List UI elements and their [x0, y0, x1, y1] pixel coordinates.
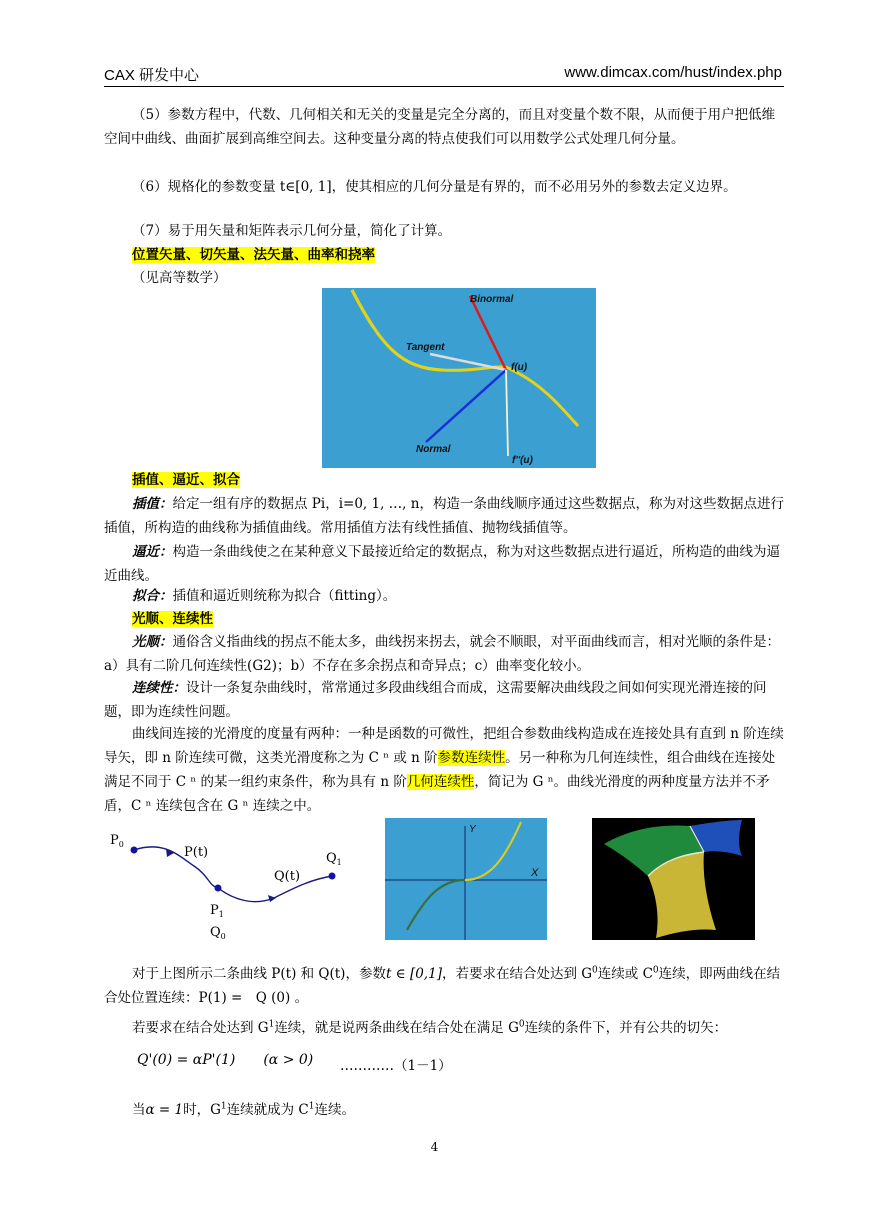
label-fpp: f''(u) [512, 455, 533, 466]
section-title-smooth: 光顺、连续性 [132, 611, 213, 627]
section-title-vectors: 位置矢量、切矢量、法矢量、曲率和挠率 [132, 247, 375, 263]
joined-curves-figure [104, 818, 364, 948]
paragraph-g1: 若要求在结合处达到 $G^1$连续，就是说两条曲线在结合处在满足 $G^0$连续的条件下，并有公共的切矢： [132, 1019, 728, 1036]
paragraph-last: 当α = 1时，$G^1$连续就成为 $C^1$连续。 [132, 1101, 355, 1118]
paragraph-g0: 对于上图所示二条曲线 P(t) 和 Q(t)，参数t ∈ [0,1]，若要求在结合处达到 $G^0$连续或 $C^0$连续，即两曲线在结合处位置连续：P(1) = Q (0) 。 [104, 965, 781, 1006]
label-normal: Normal [416, 444, 451, 455]
paragraph-fit: 拟合：插值和逼近则统称为拟合（fitting）。 [132, 588, 397, 604]
label-p1: $P_1$ [210, 903, 224, 919]
label-p0: $P_0$ [110, 833, 124, 849]
surface-patches-figure [592, 818, 755, 940]
label-q0: $Q_0$ [210, 925, 226, 941]
section-note: （见高等数学） [132, 270, 227, 286]
paragraph-7: （7）易于用矢量和矩阵表示几何分量，简化了计算。 [132, 223, 452, 239]
label-qt: Q(t) [274, 869, 301, 884]
paragraph-approx: 逼近：构造一条曲线使之在某种意义下最接近给定的数据点，称为对这些数据点进行逼近，所构造的曲线为逼近曲线。 [104, 544, 780, 584]
paragraph-measure: 曲线间连接的光滑度的度量有两种：一种是函数的可微性，把组合参数曲线构造成在连接处具有直到 n 阶连续导矢，即 n 阶连续可微，这类光滑度称之为 C ⁿ 或 n 阶参数连续性。另一种称为几何连续性，组合曲线在连接处满足不同于 C ⁿ 的某一组约束条件，称为具有 n 阶几何连续性，简记为 G ⁿ。曲线光滑度的两种度量方法并不矛盾，C ⁿ 连续包含在 G ⁿ 连续之中。 [104, 726, 784, 814]
equation-1-1: Q'(0) = αP'(1) (α > 0) [137, 1052, 314, 1068]
paragraph-smooth: 光顺：通俗含义指曲线的拐点不能太多，曲线拐来拐去，就会不顺眼，对平面曲线而言，相对光顺的条件是：a）具有二阶几何连续性(G2)；b）不存在多余拐点和奇异点；c）曲率变化较小。 [104, 634, 780, 674]
label-binormal: Binormal [470, 294, 514, 305]
label-q1: $Q_1$ [326, 851, 342, 867]
header-left: CAX 研发中心 [104, 67, 200, 84]
paragraph-continuity: 连续性：设计一条复杂曲线时，常常通过多段曲线组合而成，这需要解决曲线段之间如何实现光滑连接的问题，即为连续性问题。 [104, 680, 767, 720]
equation-number: …………（1－1） [340, 1058, 452, 1074]
page-header [104, 62, 784, 87]
label-fu: f(u) [511, 362, 528, 373]
frenet-frame-figure [322, 288, 596, 468]
page-number: 4 [430, 1140, 439, 1154]
paragraph-5: （5）参数方程中，代数、几何相关和无关的变量是完全分离的，而且对变量个数不限，从而便于用户把低维空间中曲线、曲面扩展到高维空间去。这种变量分离的特点使我们可以用数学公式处理几何分量。 [104, 107, 776, 147]
section-title-interp: 插值、逼近、拟合 [132, 472, 240, 488]
header-right: www.dimcax.com/hust/index.php [564, 64, 782, 81]
label-tangent: Tangent [406, 342, 445, 353]
label-pt: P(t) [184, 845, 209, 860]
paragraph-interp: 插值：给定一组有序的数据点 Pi，i=0, 1, …, n，构造一条曲线顺序通过这些数据点，称为对这些数据点进行插值，所构造的曲线称为插值曲线。常用插值方法有线性插值、抛物线插值等。 [104, 496, 784, 536]
inflection-curve-figure [385, 818, 547, 940]
paragraph-6: （6）规格化的参数变量 t∈[0, 1]，使其相应的几何分量是有界的，而不必用另外的参数去定义边界。 [132, 179, 737, 195]
param-range-eq: t ∈ [0,1] [385, 966, 442, 982]
axis-x-label: X [531, 867, 539, 879]
axis-y-label: Y [469, 824, 476, 835]
